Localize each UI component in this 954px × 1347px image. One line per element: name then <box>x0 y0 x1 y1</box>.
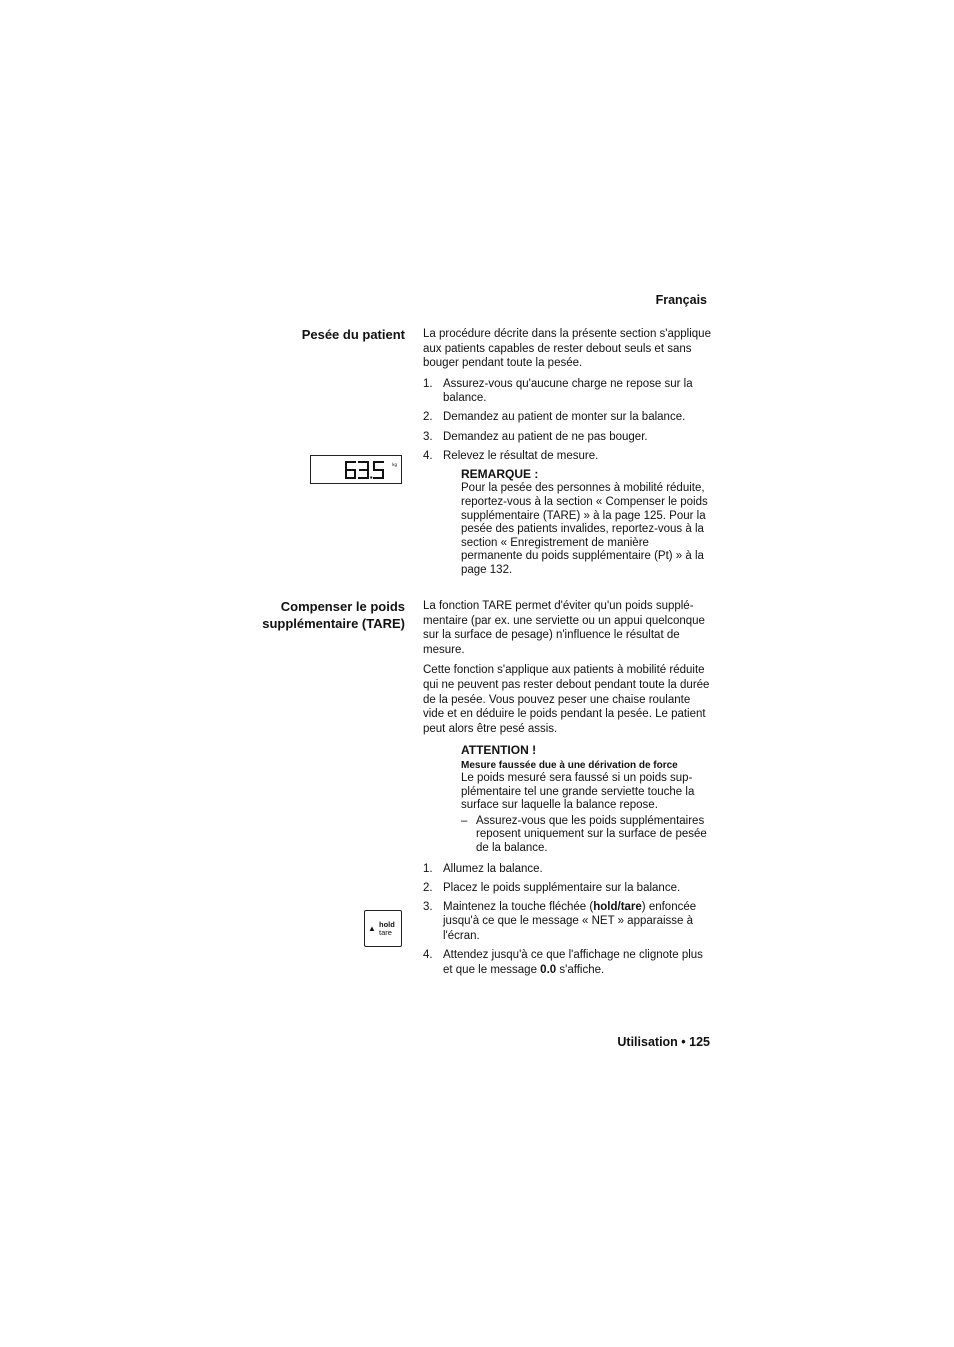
key-label-hold: hold <box>379 920 395 929</box>
display-digits <box>311 456 403 485</box>
display-unit: kg <box>392 462 397 467</box>
step-number: 3. <box>423 430 433 443</box>
step-number: 1. <box>423 377 433 390</box>
attention-bullet <box>461 815 713 856</box>
step-text: Placez le poids supplémentaire sur la balance. <box>443 881 681 894</box>
page-footer: Utilisation • 125 <box>617 1035 710 1049</box>
key-label-tare: tare <box>379 928 392 937</box>
attention-title: ATTENTION ! <box>461 743 537 758</box>
list-item <box>423 900 713 944</box>
attention-bullet-text: Assurez-vous que les poids supplémentaires reposent uniquement sur la surface de pesée de la balance. <box>476 814 707 854</box>
step-text: Assurez-vous qu'aucune charge ne repose sur la balance. <box>443 377 693 405</box>
note-title: REMARQUE : <box>461 466 539 481</box>
step-number: 4. <box>423 449 433 462</box>
section1-intro: La procédure décrite dans la présente section s'applique aux patients capables de rester debout seuls et sans bouger pendant toute la pesée. <box>423 328 711 370</box>
list-item <box>423 430 713 445</box>
section1-body <box>423 327 713 584</box>
list-item <box>423 948 713 977</box>
attention-box <box>461 744 713 855</box>
list-item <box>423 862 713 877</box>
attention-subtitle: Mesure faussée due à une dérivation de force <box>461 759 678 771</box>
section2-para2: Cette fonction s'applique aux patients à mobilité réduite qui ne peuvent pas rester debout pendant toute la durée de la pesée. Vous pouvez peser une chaise roulante vide et en déduire le poids pendant la pesée. Le patient peut alors être pesé assis. <box>423 664 710 735</box>
list-item <box>423 449 713 464</box>
section-title-pesee: Pesée du patient <box>301 327 405 342</box>
header-language: Français <box>655 293 707 307</box>
step-value: 0.0 <box>540 963 557 976</box>
step-text: Attendez jusqu'à ce que l'affichage ne clignote plus et que le message <box>443 948 703 976</box>
step-text: ) enfoncée jusqu'à ce que le message « NET » apparaisse à l'écran. <box>443 900 697 942</box>
section-title-tare <box>210 599 405 632</box>
step-number: 2. <box>423 881 433 894</box>
step-text: Relevez le résultat de mesure. <box>443 449 599 462</box>
note-text: Pour la pesée des personnes à mobilité réduite, reportez-vous à la section « Compenser le poids supplémentaire (TARE) » à la page 125. Pour la pesée des patients invalides, reportez-vous à la section « Enregistrement de manière permanente du poids supplémentaire (Pt) » à la page 132. <box>461 482 708 576</box>
weight-display <box>310 455 402 484</box>
list-item <box>423 410 713 425</box>
list-item <box>423 881 713 896</box>
section1-steps <box>423 377 713 463</box>
step-number: 2. <box>423 411 433 424</box>
section2-steps <box>423 862 713 978</box>
arrow-up-icon: ▲ <box>368 924 376 933</box>
step-text: Demandez au patient de ne pas bouger. <box>443 430 648 443</box>
step-text: s'affiche. <box>556 963 605 976</box>
step-text: Maintenez la touche fléchée ( <box>443 900 594 913</box>
section2-para1: La fonction TARE permet d'éviter qu'un poids supplé-mentaire (par ex. une serviette ou un appui quelconque sur la surface de pesage) n'influence le résultat de mesure. <box>423 600 705 656</box>
step-key-name: hold/tare <box>593 900 642 913</box>
note-box <box>461 468 713 578</box>
attention-text: Le poids mesuré sera faussé si un poids sup-plémentaire tel une grande serviette touche la surface sur laquelle la balance repose. <box>461 771 695 812</box>
hold-tare-key <box>364 910 402 947</box>
step-text: Demandez au patient de monter sur la balance. <box>443 411 686 424</box>
step-text: Allumez la balance. <box>443 862 543 875</box>
section-title-line1: Compenser le poids <box>280 599 405 614</box>
dash-marker: – <box>461 814 468 827</box>
step-number: 1. <box>423 862 433 875</box>
step-number: 3. <box>423 900 433 913</box>
step-number: 4. <box>423 948 433 961</box>
section2-body <box>423 599 713 982</box>
section-title-line2: supplémentaire (TARE) <box>262 615 405 631</box>
list-item <box>423 377 713 406</box>
